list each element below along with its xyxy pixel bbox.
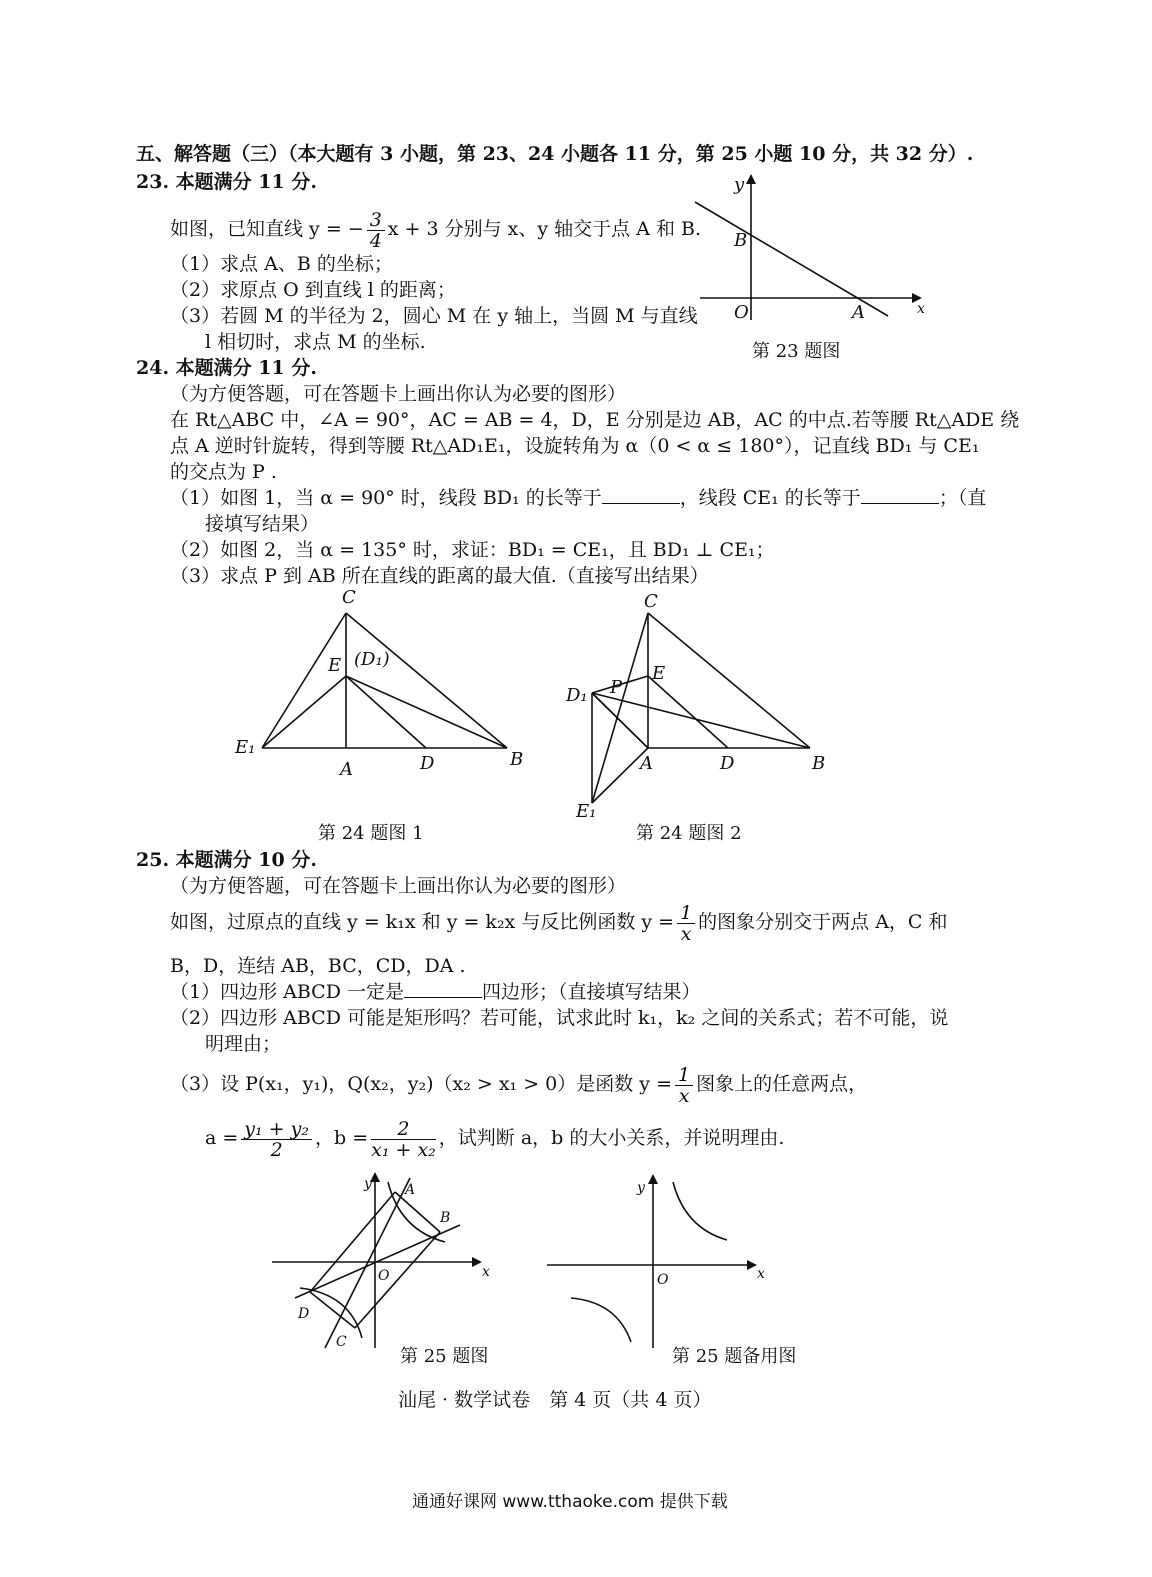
fig2-label-E: E — [652, 663, 666, 684]
q24-figure1 — [230, 585, 550, 795]
q25-part2-line1: （2）四边形 ABCD 可能是矩形吗？若可能，试求此时 k₁，k₂ 之间的关系式；若不可能，说 — [170, 1007, 949, 1029]
q23-label-x: x — [917, 301, 925, 317]
fig25alt-label-y: y — [637, 1180, 645, 1196]
q24-heading: 24. 本题满分 11 分. — [136, 357, 317, 379]
q24-line2: 点 A 逆时针旋转，得到等腰 Rt△AD₁E₁，设旋转角为 α（0 < α ≤ 180°），记直线 BD₁ 与 CE₁ — [170, 435, 980, 457]
q25-line1-post: 的图象分别交于两点 A，C 和 — [698, 911, 948, 933]
q23-figure-caption: 第 23 题图 — [752, 341, 841, 362]
fig1-label-E: E — [328, 655, 342, 676]
q23-part3-line1: （3）若圆 M 的半径为 2，圆心 M 在 y 轴上，当圆 M 与直线 — [170, 305, 698, 327]
fig1-label-C: C — [342, 587, 356, 608]
q25-part3-pre: （3）设 P(x₁，y₁)，Q(x₂，y₂)（x₂ > x₁ > 0）是函数 y = — [170, 1073, 672, 1095]
fig2-label-D1: D₁ — [566, 685, 588, 706]
q25-a-post: ，试判断 a，b 的大小关系，并说明理由. — [438, 1127, 785, 1149]
fig2-label-A: A — [640, 753, 653, 774]
fig2-label-D: D — [720, 753, 735, 774]
q24-part3: （3）求点 P 到 AB 所在直线的距离的最大值.（直接写出结果） — [170, 565, 709, 587]
q25-b-fraction — [371, 1119, 436, 1160]
answer-blank[interactable] — [602, 487, 680, 504]
fig2-label-C: C — [644, 591, 658, 612]
q25-fraction2 — [675, 1065, 693, 1106]
q25-a-den: 2 — [270, 1138, 283, 1161]
q25-a-pre: a = — [205, 1127, 239, 1149]
fig25-label-x: x — [482, 1264, 490, 1280]
q23-stem-post: x + 3 分别与 x、y 轴交于点 A 和 B. — [387, 218, 702, 240]
q25-frac1-den: x — [680, 922, 692, 945]
q23-part2: （2）求原点 O 到直线 l 的距离； — [170, 279, 456, 301]
q25-fraction1 — [677, 903, 695, 944]
q25-figure — [270, 1170, 500, 1350]
q23-label-y: y — [734, 174, 745, 195]
q25-part1-pre: （1）四边形 ABCD 一定是 — [170, 981, 404, 1003]
q25-b-num: 2 — [371, 1119, 436, 1140]
q23-label-B: B — [734, 230, 748, 251]
fig1-label-B: B — [510, 749, 524, 770]
q24-part1-post: ；（直 — [938, 487, 987, 509]
download-note: 通通好课网 www.tthaoke.com 提供下载 — [412, 1492, 728, 1512]
fig25alt-label-O: O — [657, 1272, 669, 1288]
q25-a-fraction — [241, 1119, 312, 1160]
q23-label-O: O — [734, 302, 749, 323]
q24-figure2 — [560, 585, 860, 825]
fig25-label-O: O — [378, 1268, 390, 1284]
fig25alt-label-x: x — [757, 1266, 765, 1282]
q23-figure — [690, 170, 930, 330]
fig2-label-P: P — [610, 677, 623, 698]
q25-part3-post: 图象上的任意两点， — [696, 1073, 868, 1095]
q25-part1 — [170, 980, 701, 1004]
fig25-label-C: C — [336, 1334, 347, 1350]
q23-frac-den: 4 — [369, 229, 382, 252]
q25-alt-figure-caption: 第 25 题备用图 — [672, 1346, 797, 1367]
fig25-label-y: y — [364, 1176, 372, 1192]
q23-label-A: A — [852, 302, 865, 323]
q25-part2-line2: 明理由； — [205, 1033, 282, 1055]
page-footer: 汕尾 · 数学试卷 第 4 页（共 4 页） — [398, 1389, 712, 1411]
fig1-label-E1: E₁ — [235, 737, 256, 758]
fig2-label-B: B — [812, 753, 826, 774]
q24-part2: （2）如图 2，当 α = 135° 时，求证：BD₁ = CE₁，且 BD₁ ⊥ CE₁； — [170, 539, 775, 561]
q24-part1-pre: （1）如图 1，当 α = 90° 时，线段 BD₁ 的长等于 — [170, 487, 602, 509]
q24-figure2-caption: 第 24 题图 2 — [636, 823, 742, 844]
answer-blank[interactable] — [861, 487, 939, 504]
fig1-label-D1: (D₁) — [354, 649, 390, 670]
q24-line3: 的交点为 P . — [170, 461, 277, 483]
q24-note: （为方便答题，可在答题卡上画出你认为必要的图形） — [170, 383, 627, 405]
q25-frac2-den: x — [678, 1084, 690, 1107]
q23-fraction — [367, 210, 385, 251]
q25-ab-formula — [205, 1114, 784, 1162]
q24-line1: 在 Rt△ABC 中，∠A = 90°，AC = AB = 4，D，E 分别是边 AB，AC 的中点.若等腰 Rt△ADE 绕 — [170, 409, 1020, 431]
q23-part1: （1）求点 A、B 的坐标； — [170, 253, 393, 275]
q25-frac1-num: 1 — [677, 903, 695, 924]
q25-a-num: y₁ + y₂ — [241, 1119, 312, 1140]
q25-part3 — [170, 1062, 867, 1106]
q25-b-den: x₁ + x₂ — [371, 1138, 436, 1161]
q23-stem-pre: 如图，已知直线 y = − — [170, 218, 364, 240]
fig1-label-D: D — [420, 753, 435, 774]
q25-alt-figure — [545, 1170, 775, 1350]
answer-blank[interactable] — [404, 981, 482, 998]
q24-part1 — [170, 486, 986, 510]
q23-stem — [170, 207, 701, 251]
fig25-label-A: A — [405, 1182, 416, 1198]
q23-part3-line2: l 相切时，求点 M 的坐标. — [205, 331, 426, 353]
fig1-label-A: A — [340, 759, 353, 780]
fig2-label-E1: E₁ — [576, 801, 597, 822]
q25-note: （为方便答题，可在答题卡上画出你认为必要的图形） — [170, 875, 627, 897]
q24-part1-cont: 接填写结果） — [205, 513, 320, 535]
q24-figure1-caption: 第 24 题图 1 — [318, 823, 424, 844]
q25-figure-caption: 第 25 题图 — [400, 1346, 489, 1367]
q25-line1 — [170, 900, 948, 944]
q25-part1-post: 四边形；（直接填写结果） — [481, 981, 701, 1003]
q25-b-pre: ，b = — [315, 1127, 369, 1149]
q23-heading: 23. 本题满分 11 分. — [136, 171, 317, 193]
q25-line1-pre: 如图，过原点的直线 y = k₁x 和 y = k₂x 与反比例函数 y = — [170, 911, 675, 933]
fig25-label-D: D — [298, 1306, 310, 1322]
fig25-label-B: B — [440, 1210, 451, 1226]
q23-frac-num: 3 — [367, 210, 385, 231]
section-heading: 五、解答题（三）（本大题有 3 小题，第 23、24 小题各 11 分，第 25 小题 10 分，共 32 分）. — [136, 143, 974, 165]
q25-heading: 25. 本题满分 10 分. — [136, 849, 317, 871]
q25-frac2-num: 1 — [675, 1065, 693, 1086]
q25-line2: B，D，连结 AB，BC，CD，DA . — [170, 955, 466, 977]
q24-part1-mid: ，线段 CE₁ 的长等于 — [679, 487, 861, 509]
